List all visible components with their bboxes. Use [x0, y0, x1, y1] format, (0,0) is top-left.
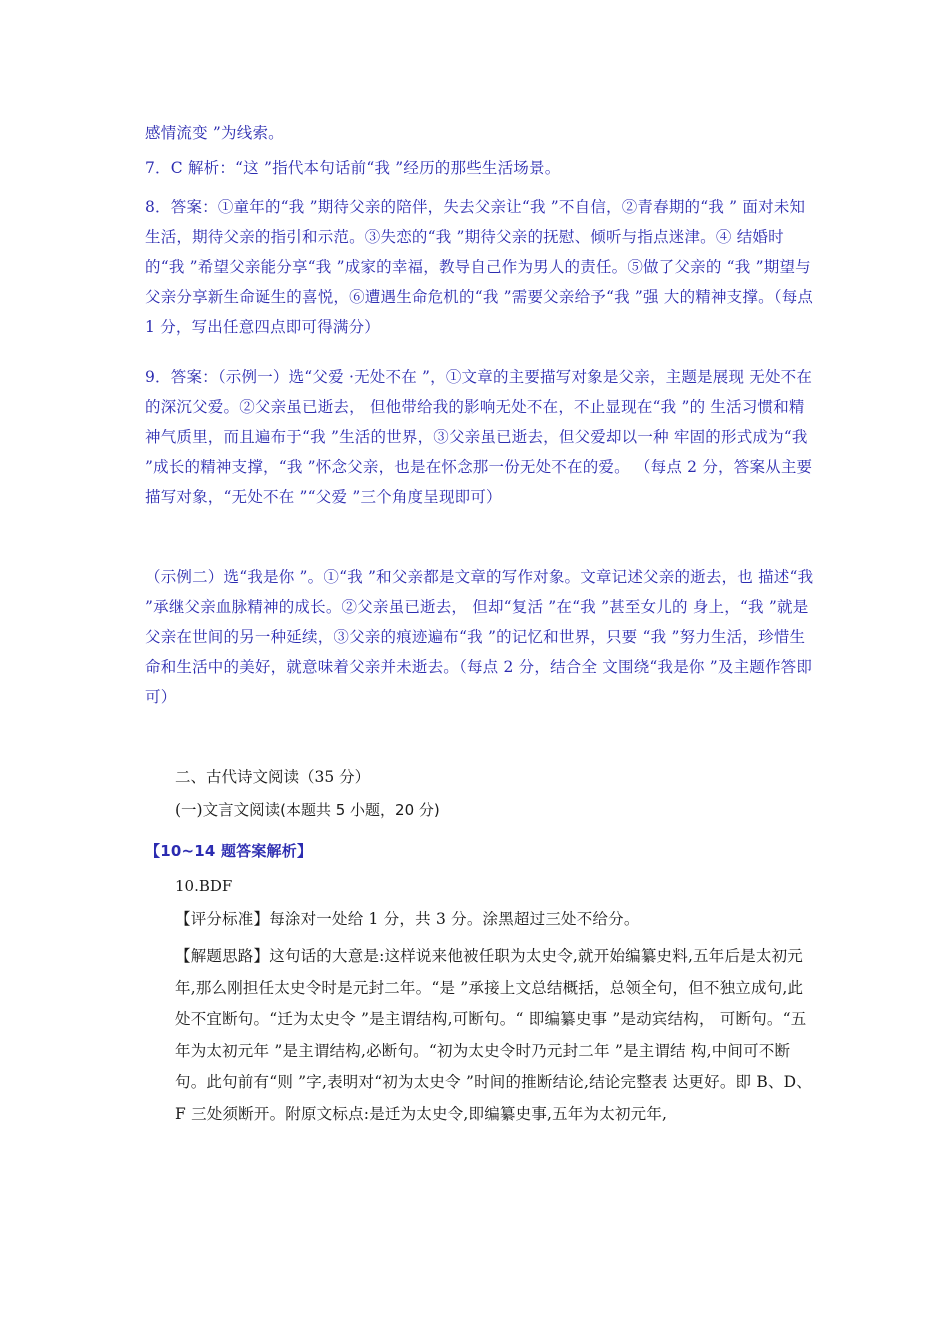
answer-q9: 9．答案：（示例一）选“父爱 ·无处不在 ”，①文章的主要描写对象是父亲，主题是展现 无处不在的深沉父爱。②父亲虽已逝去， 但他带给我的影响无处不在，不止显现在“我 ”的 生活习惯和精神气质里，而且遍布于“我 ”生活的世界，③父亲虽已逝去，但父爱却以一种 牢固的形式成为“我 ”成长的精神支撑，“我 ”怀念父亲，也是在怀念那一份无处不在的爱。 （每点 2 分，答案从主要描写对象，“无处不在 ”“父爱 ”三个角度呈现即可） [145, 368, 813, 506]
answer-q10: 10.BDF [175, 877, 233, 895]
answer-q8: 8．答案：①童年的“我 ”期待父亲的陪伴，失去父亲让“我 ”不自信，②青春期的“我 ” 面对未知生活，期待父亲的指引和示范。③失恋的“我 ”期待父亲的抚慰、倾听与指点迷津。④ 结婚时的“我 ”希望父亲能分享“我 ”成家的幸福，教导自己作为男人的责任。⑤做了父亲的 “我 ”期望与父亲分享新生命诞生的喜悦，⑥遭遇生命危机的“我 ”需要父亲给予“我 ”强 大的精神支撑。（每点 1 分，写出任意四点即可得满分） [145, 198, 814, 336]
scoring-standard: 【评分标准】每涂对一处给 1 分，共 3 分。涂黑超过三处不给分。 [175, 910, 640, 928]
answer-q9-example2: （示例二）选“我是你 ”。①“我 ”和父亲都是文章的写作对象。文章记述父亲的逝去，也 描述“我 ”承继父亲血脉精神的成长。②父亲虽已逝去， 但却“复活 ”在“我 ”甚至女儿的 身上，“我 ”就是父亲在世间的另一种延续，③父亲的痕迹遍布“我 ”的记忆和世界，只要 “我 ”努力生活，珍惜生命和生活中的美好，就意味着父亲并未逝去。（每点 2 分，结合全 文围绕“我是你 ”及主题作答即可） [145, 568, 814, 706]
solution-idea: 【解题思路】这句话的大意是:这样说来他被任职为太史令,就开始编纂史料,五年后是太初元年,那么刚担任太史令时是元封二年。“是 ”承接上文总结概括，总领全句，但不独立成句,此处不宜断句。“迁为太史令 ”是主谓结构,可断句。“ 即编纂史事 ”是动宾结构， 可断句。“五年为太初元年 ”是主谓结构,必断句。“初为太史令时乃元封二年 ”是主谓结 构,中间可不断句。此句前有“则 ”字,表明对“初为太史令 ”时间的推断结论,结论完整表 达更好。即 B、D、F 三处须断开。附原文标点:是迁为太史令,即编纂史事,五年为太初元年, [175, 947, 812, 1123]
subsection-heading: (一)文言文阅读(本题共 5 小题，20 分) [175, 801, 440, 819]
answers-title: 【10~14 题答案解析】 [145, 842, 313, 860]
section-heading: 二、古代诗文阅读（35 分） [175, 768, 371, 786]
answer-q7: 7．C 解析：“这 ”指代本句话前“我 ”经历的那些生活场景。 [145, 159, 561, 177]
intro-line: 感情流变 ”为线索。 [145, 124, 284, 142]
